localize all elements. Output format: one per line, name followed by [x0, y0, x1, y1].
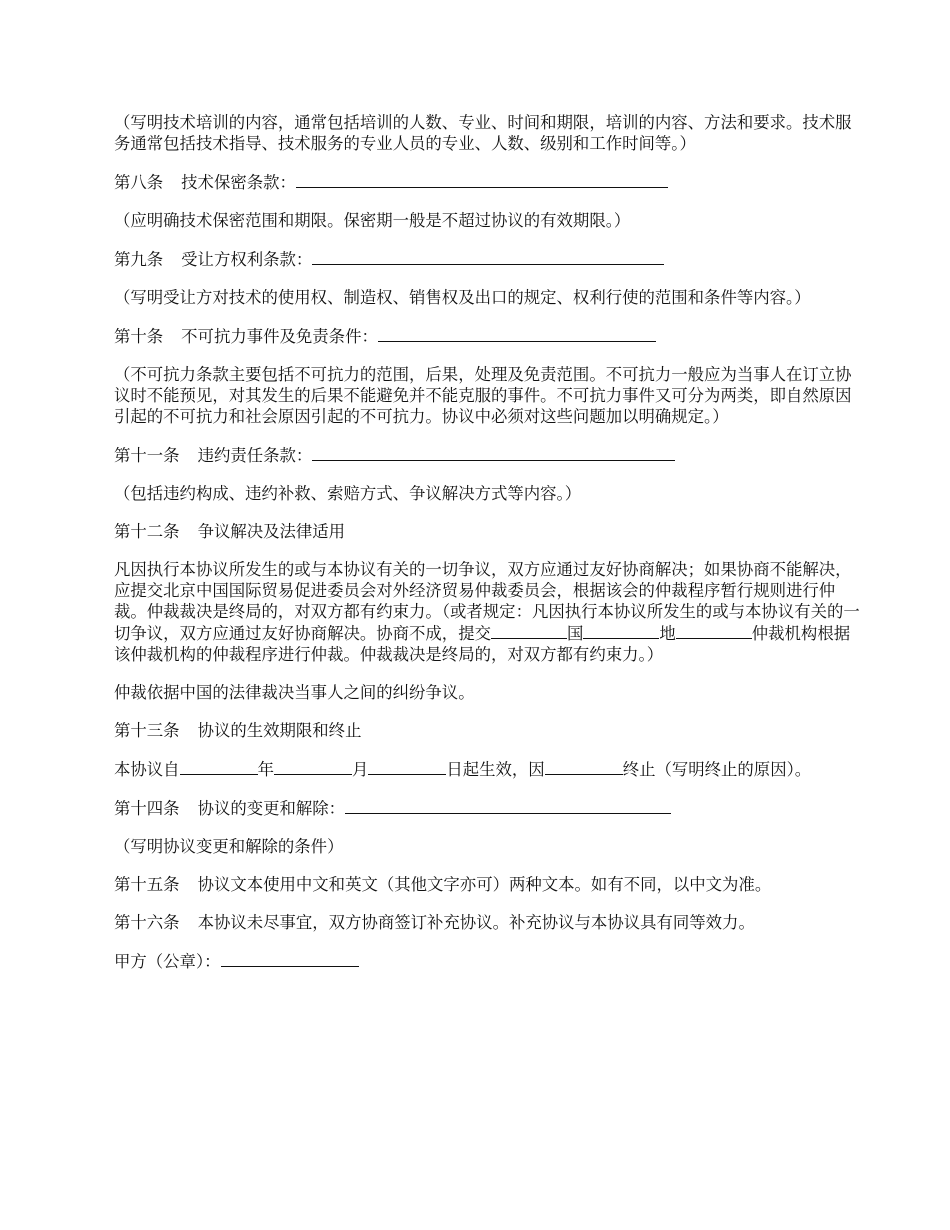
article-11-title: 违约责任条款： [197, 446, 313, 465]
article-13-title: 协议的生效期限和终止 [197, 721, 362, 740]
article-9-blank[interactable] [312, 248, 664, 265]
article-8-note: （应明确技术保密范围和期限。保密期一般是不超过协议的有效期限。） [114, 211, 631, 230]
article-14-heading [114, 797, 864, 819]
arbitration-body-blank[interactable] [676, 622, 752, 639]
article-13-number: 第十三条 [114, 721, 180, 740]
article-15-number: 第十五条 [114, 875, 180, 894]
article-15 [114, 874, 864, 895]
country-label: 国 [566, 624, 584, 643]
document-body [114, 112, 864, 989]
effective-prefix: 本协议自 [114, 760, 180, 779]
article-10-blank[interactable] [378, 325, 656, 342]
year-blank[interactable] [180, 758, 258, 775]
article-9-heading [114, 248, 864, 270]
party-a-label: 甲方（公章）： [114, 952, 221, 971]
termination-reason-blank[interactable] [545, 758, 623, 775]
day-label: 日起生效，因 [446, 760, 545, 779]
article-10-note: （不可抗力条款主要包括不可抗力的范围，后果，处理及免责范围。不可抗力一般应为当事人在订立协议时不能预见，对其发生的后果不能避免并不能克服的事件。不可抗力事件又可分为两类，即自然原因引起的不可抗力和社会原因引起的不可抗力。协议中必须对这些问题加以明确规定。） [114, 365, 852, 426]
month-blank[interactable] [274, 758, 352, 775]
article-11-number: 第十一条 [114, 446, 180, 465]
party-a-signature [114, 950, 864, 972]
training-note: （写明技术培训的内容，通常包括培训的人数、专业、时间和期限，培训的内容、方法和要求。技术服务通常包括技术指导、技术服务的专业人员的专业、人数、级别和工作时间等。） [114, 113, 852, 153]
article-9-title: 受让方权利条款： [181, 250, 313, 269]
article-12-heading [114, 521, 864, 542]
article-9-note: （写明受让方对技术的使用权、制造权、销售权及出口的规定、权利行使的范围和条件等内容。） [114, 288, 811, 307]
article-9-number: 第九条 [114, 250, 164, 269]
article-11-note: （包括违约构成、违约补救、索赔方式、争议解决方式等内容。） [114, 484, 582, 503]
article-14-note: （写明协议变更和解除的条件） [114, 837, 344, 856]
article-11-heading [114, 444, 864, 466]
article-16-number: 第十六条 [114, 913, 180, 932]
article-12-text-b: 仲裁机构根据该仲裁机构的仲裁程序进行仲裁。仲裁裁决是终局的，对双方都有约束力。） [114, 624, 851, 664]
article-14-blank[interactable] [345, 797, 671, 814]
article-14-title: 协议的变更和解除： [197, 799, 346, 818]
article-12-title: 争议解决及法律适用 [197, 522, 346, 541]
place-label: 地 [659, 624, 676, 643]
article-13-text [114, 758, 864, 780]
party-a-seal-blank[interactable] [221, 950, 359, 967]
month-label: 月 [351, 760, 369, 779]
article-10-heading [114, 325, 864, 347]
article-12-law: 仲裁依据中国的法律裁决当事人之间的纠纷争议。 [114, 683, 475, 702]
article-8-title: 技术保密条款： [181, 173, 296, 192]
article-14-number: 第十四条 [114, 799, 180, 818]
article-12-text [114, 559, 864, 665]
year-label: 年 [257, 760, 274, 779]
article-8-heading [114, 171, 864, 193]
article-12-number: 第十二条 [114, 522, 180, 541]
effective-suffix: 终止（写明终止的原因）。 [622, 760, 812, 779]
article-8-blank[interactable] [296, 171, 668, 188]
article-10-title: 不可抗力事件及免责条件： [181, 327, 378, 346]
article-10-number: 第十条 [114, 327, 164, 346]
article-16 [114, 912, 864, 933]
article-8-number: 第八条 [114, 173, 164, 192]
article-13-heading [114, 720, 864, 741]
arbitration-place-blank[interactable] [583, 622, 659, 639]
article-16-text: 本协议未尽事宜，双方协商签订补充协议。补充协议与本协议具有同等效力。 [197, 913, 755, 932]
article-11-blank[interactable] [312, 444, 675, 461]
article-12-text-a: 凡因执行本协议所发生的或与本协议有关的一切争议，双方应通过友好协商解决；如果协商不能解决，应提交北京中国国际贸易促进委员会对外经济贸易仲裁委员会，根据该会的仲裁程序暂行规则进行仲裁。仲裁裁决是终局的，对双方都有约束力。（或者规定：凡因执行本协议所发生的或与本协议有关的一切争议，双方应通过友好协商解决。协商不成，提交 [114, 560, 860, 643]
article-15-text: 协议文本使用中文和英文（其他文字亦可）两种文本。如有不同，以中文为准。 [197, 875, 772, 894]
arbitration-country-blank[interactable] [491, 622, 567, 639]
day-blank[interactable] [368, 758, 446, 775]
